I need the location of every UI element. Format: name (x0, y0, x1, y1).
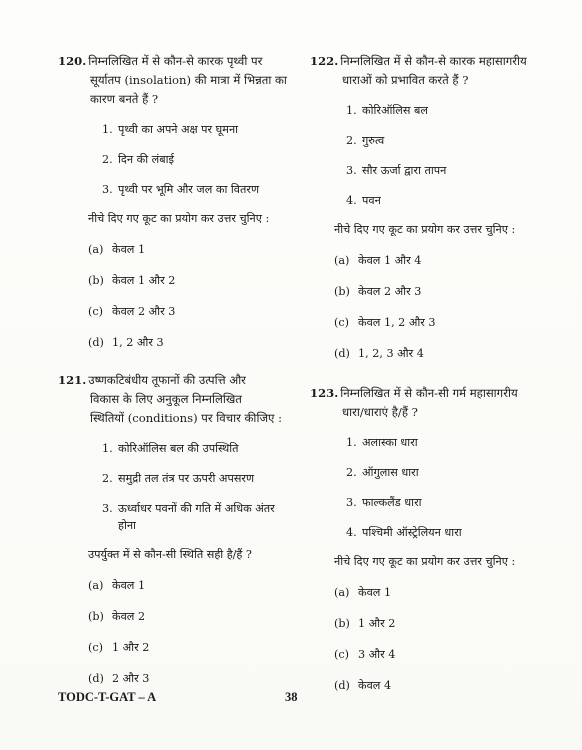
statement-number: 2. (102, 153, 113, 166)
statement-number: 1. (346, 436, 357, 449)
option-text: 2 और 3 (112, 672, 150, 685)
answer-option[interactable] (310, 252, 532, 269)
answer-option[interactable] (58, 577, 290, 594)
question-121-head-3 (58, 409, 290, 428)
statement-text: फाल्कलैंड धारा (362, 496, 422, 509)
booklet-code: TODC-T-GAT – A (58, 690, 157, 704)
question-123-head-2 (310, 403, 532, 422)
statement-number: 2. (102, 472, 113, 485)
option-text: 1, 2 और 3 (112, 336, 164, 349)
option-letter: (b) (88, 274, 104, 287)
statement (310, 524, 532, 541)
statement-number: 3. (346, 164, 357, 177)
question-122 (310, 52, 532, 362)
answer-option[interactable] (58, 303, 290, 320)
answer-option[interactable] (310, 646, 532, 663)
statement (310, 434, 532, 451)
statement-text: कोरिऑलिस बल (362, 104, 428, 117)
question-line: सूर्यातप (insolation) की मात्रा में भिन्नता का (90, 73, 287, 87)
statement-number: 2. (346, 134, 357, 147)
option-letter: (d) (334, 347, 350, 360)
statement-text: गुरुत्व (362, 134, 385, 147)
answer-option[interactable] (58, 241, 290, 258)
answer-option[interactable] (310, 314, 532, 331)
question-number: 120. (58, 54, 87, 68)
option-text: केवल 2 और 3 (112, 305, 176, 318)
statement (310, 162, 532, 179)
question-122-head (310, 52, 532, 71)
statement-text: पश्चिमी ऑस्ट्रेलियन धारा (362, 526, 462, 539)
option-letter: (c) (88, 641, 103, 654)
statement (58, 121, 290, 138)
statement (310, 192, 532, 209)
option-letter: (c) (334, 316, 349, 329)
statement-number: 3. (102, 183, 113, 196)
answer-option[interactable] (58, 272, 290, 289)
option-text: केवल 1 (112, 243, 146, 256)
statement-number: 3. (346, 496, 357, 509)
statement (58, 181, 290, 198)
question-line: विकास के लिए अनुकूल निम्नलिखित (90, 392, 242, 406)
option-letter: (d) (88, 672, 104, 685)
statement (310, 464, 532, 481)
option-text: केवल 1 (112, 579, 146, 592)
answer-option[interactable] (58, 608, 290, 625)
question-number: 121. (58, 373, 87, 387)
option-letter: (d) (88, 336, 104, 349)
option-letter: (c) (88, 305, 103, 318)
question-number: 122. (310, 54, 339, 68)
option-text: केवल 1 और 4 (358, 254, 422, 267)
option-letter: (d) (334, 679, 350, 692)
statement-number (102, 517, 118, 534)
option-letter: (a) (334, 586, 350, 599)
answer-option[interactable] (310, 584, 532, 601)
answer-option[interactable] (310, 615, 532, 632)
statement (58, 470, 290, 487)
option-letter: (a) (88, 243, 104, 256)
statement-text: पृथ्वी का अपने अक्ष पर घूमना (118, 123, 239, 136)
option-text: केवल 1, 2 और 3 (358, 316, 436, 329)
question-line: निम्नलिखित में से कौन-से कारक पृथ्वी पर (88, 54, 263, 68)
left-column (58, 52, 290, 687)
statement (58, 440, 290, 457)
option-text: केवल 1 और 2 (112, 274, 176, 287)
statement-number: 4. (346, 526, 357, 539)
statement-number: 2. (346, 466, 357, 479)
statement-number: 4. (346, 194, 357, 207)
question-line: निम्नलिखित में से कौन-सी गर्म महासागरीय (340, 386, 518, 400)
statement-number: 3. (102, 502, 113, 515)
question-123 (310, 384, 532, 694)
option-letter: (c) (334, 648, 349, 661)
statement-number: 1. (346, 104, 357, 117)
option-letter: (a) (334, 254, 350, 267)
statement-text: पृथ्वी पर भूमि और जल का वितरण (118, 183, 260, 196)
answer-option[interactable] (310, 283, 532, 300)
question-120-head-3 (58, 90, 290, 109)
statement-text: होना (118, 519, 136, 532)
option-text: 3 और 4 (358, 648, 396, 661)
option-letter: (a) (88, 579, 104, 592)
question-121-head (58, 371, 290, 390)
answer-instruction: नीचे दिए गए कूट का प्रयोग कर उत्तर चुनिए : (334, 223, 516, 236)
statement (58, 500, 290, 517)
statement (58, 151, 290, 168)
answer-instruction: नीचे दिए गए कूट का प्रयोग कर उत्तर चुनिए : (334, 555, 516, 568)
question-number: 123. (310, 386, 339, 400)
option-letter: (b) (334, 617, 350, 630)
statement-number: 1. (102, 442, 113, 455)
statement-text: अलास्का धारा (362, 436, 418, 449)
question-line: उष्णकटिबंधीय तूफानों की उत्पत्ति और (88, 373, 246, 387)
statement-text: ऊर्ध्वाधर पवनों की गति में अधिक अंतर (118, 502, 275, 515)
question-123-head (310, 384, 532, 403)
question-121-head-2 (58, 390, 290, 409)
statement-text: दिन की लंबाई (118, 153, 175, 166)
answer-option[interactable] (58, 670, 290, 687)
question-line: धारा/धाराएं है/हैं ? (342, 405, 418, 419)
question-line: धाराओं को प्रभावित करते हैं ? (342, 73, 469, 87)
statement-text: सौर ऊर्जा द्वारा तापन (362, 164, 447, 177)
right-column (310, 52, 532, 694)
option-text: 1 और 2 (358, 617, 396, 630)
question-120-head (58, 52, 290, 71)
option-letter: (b) (88, 610, 104, 623)
answer-option[interactable] (310, 345, 532, 362)
question-122-head-2 (310, 71, 532, 90)
option-text: 1, 2, 3 और 4 (358, 347, 424, 360)
option-text: केवल 2 और 3 (358, 285, 422, 298)
answer-instruction: उपर्युक्त में से कौन-सी स्थिति सही है/हैं ? (88, 548, 252, 561)
question-120-head-2 (58, 71, 290, 90)
page-number: 38 (285, 690, 298, 704)
question-120 (58, 52, 290, 351)
question-121 (58, 371, 290, 687)
answer-option[interactable] (58, 639, 290, 656)
statement-text: ऑगुलास धारा (362, 466, 419, 479)
option-text: केवल 4 (358, 679, 392, 692)
statement (310, 102, 532, 119)
statement-text: पवन (362, 194, 381, 207)
option-letter: (b) (334, 285, 350, 298)
statement-text: कोरिऑलिस बल की उपस्थिति (118, 442, 239, 455)
statement-number: 1. (102, 123, 113, 136)
answer-instruction: नीचे दिए गए कूट का प्रयोग कर उत्तर चुनिए : (88, 212, 270, 225)
statement (310, 132, 532, 149)
question-line: निम्नलिखित में से कौन-से कारक महासागरीय (340, 54, 527, 68)
answer-option[interactable] (58, 334, 290, 351)
question-line: स्थितियों (conditions) पर विचार कीजिए : (90, 411, 283, 425)
answer-option[interactable] (310, 677, 532, 694)
question-line: कारण बनते हैं ? (90, 92, 159, 106)
option-text: 1 और 2 (112, 641, 150, 654)
option-text: केवल 2 (112, 610, 146, 623)
statement (310, 494, 532, 511)
statement-continued (58, 517, 290, 534)
option-text: केवल 1 (358, 586, 392, 599)
statement-text: समुद्री तल तंत्र पर ऊपरी अपसरण (118, 472, 255, 485)
